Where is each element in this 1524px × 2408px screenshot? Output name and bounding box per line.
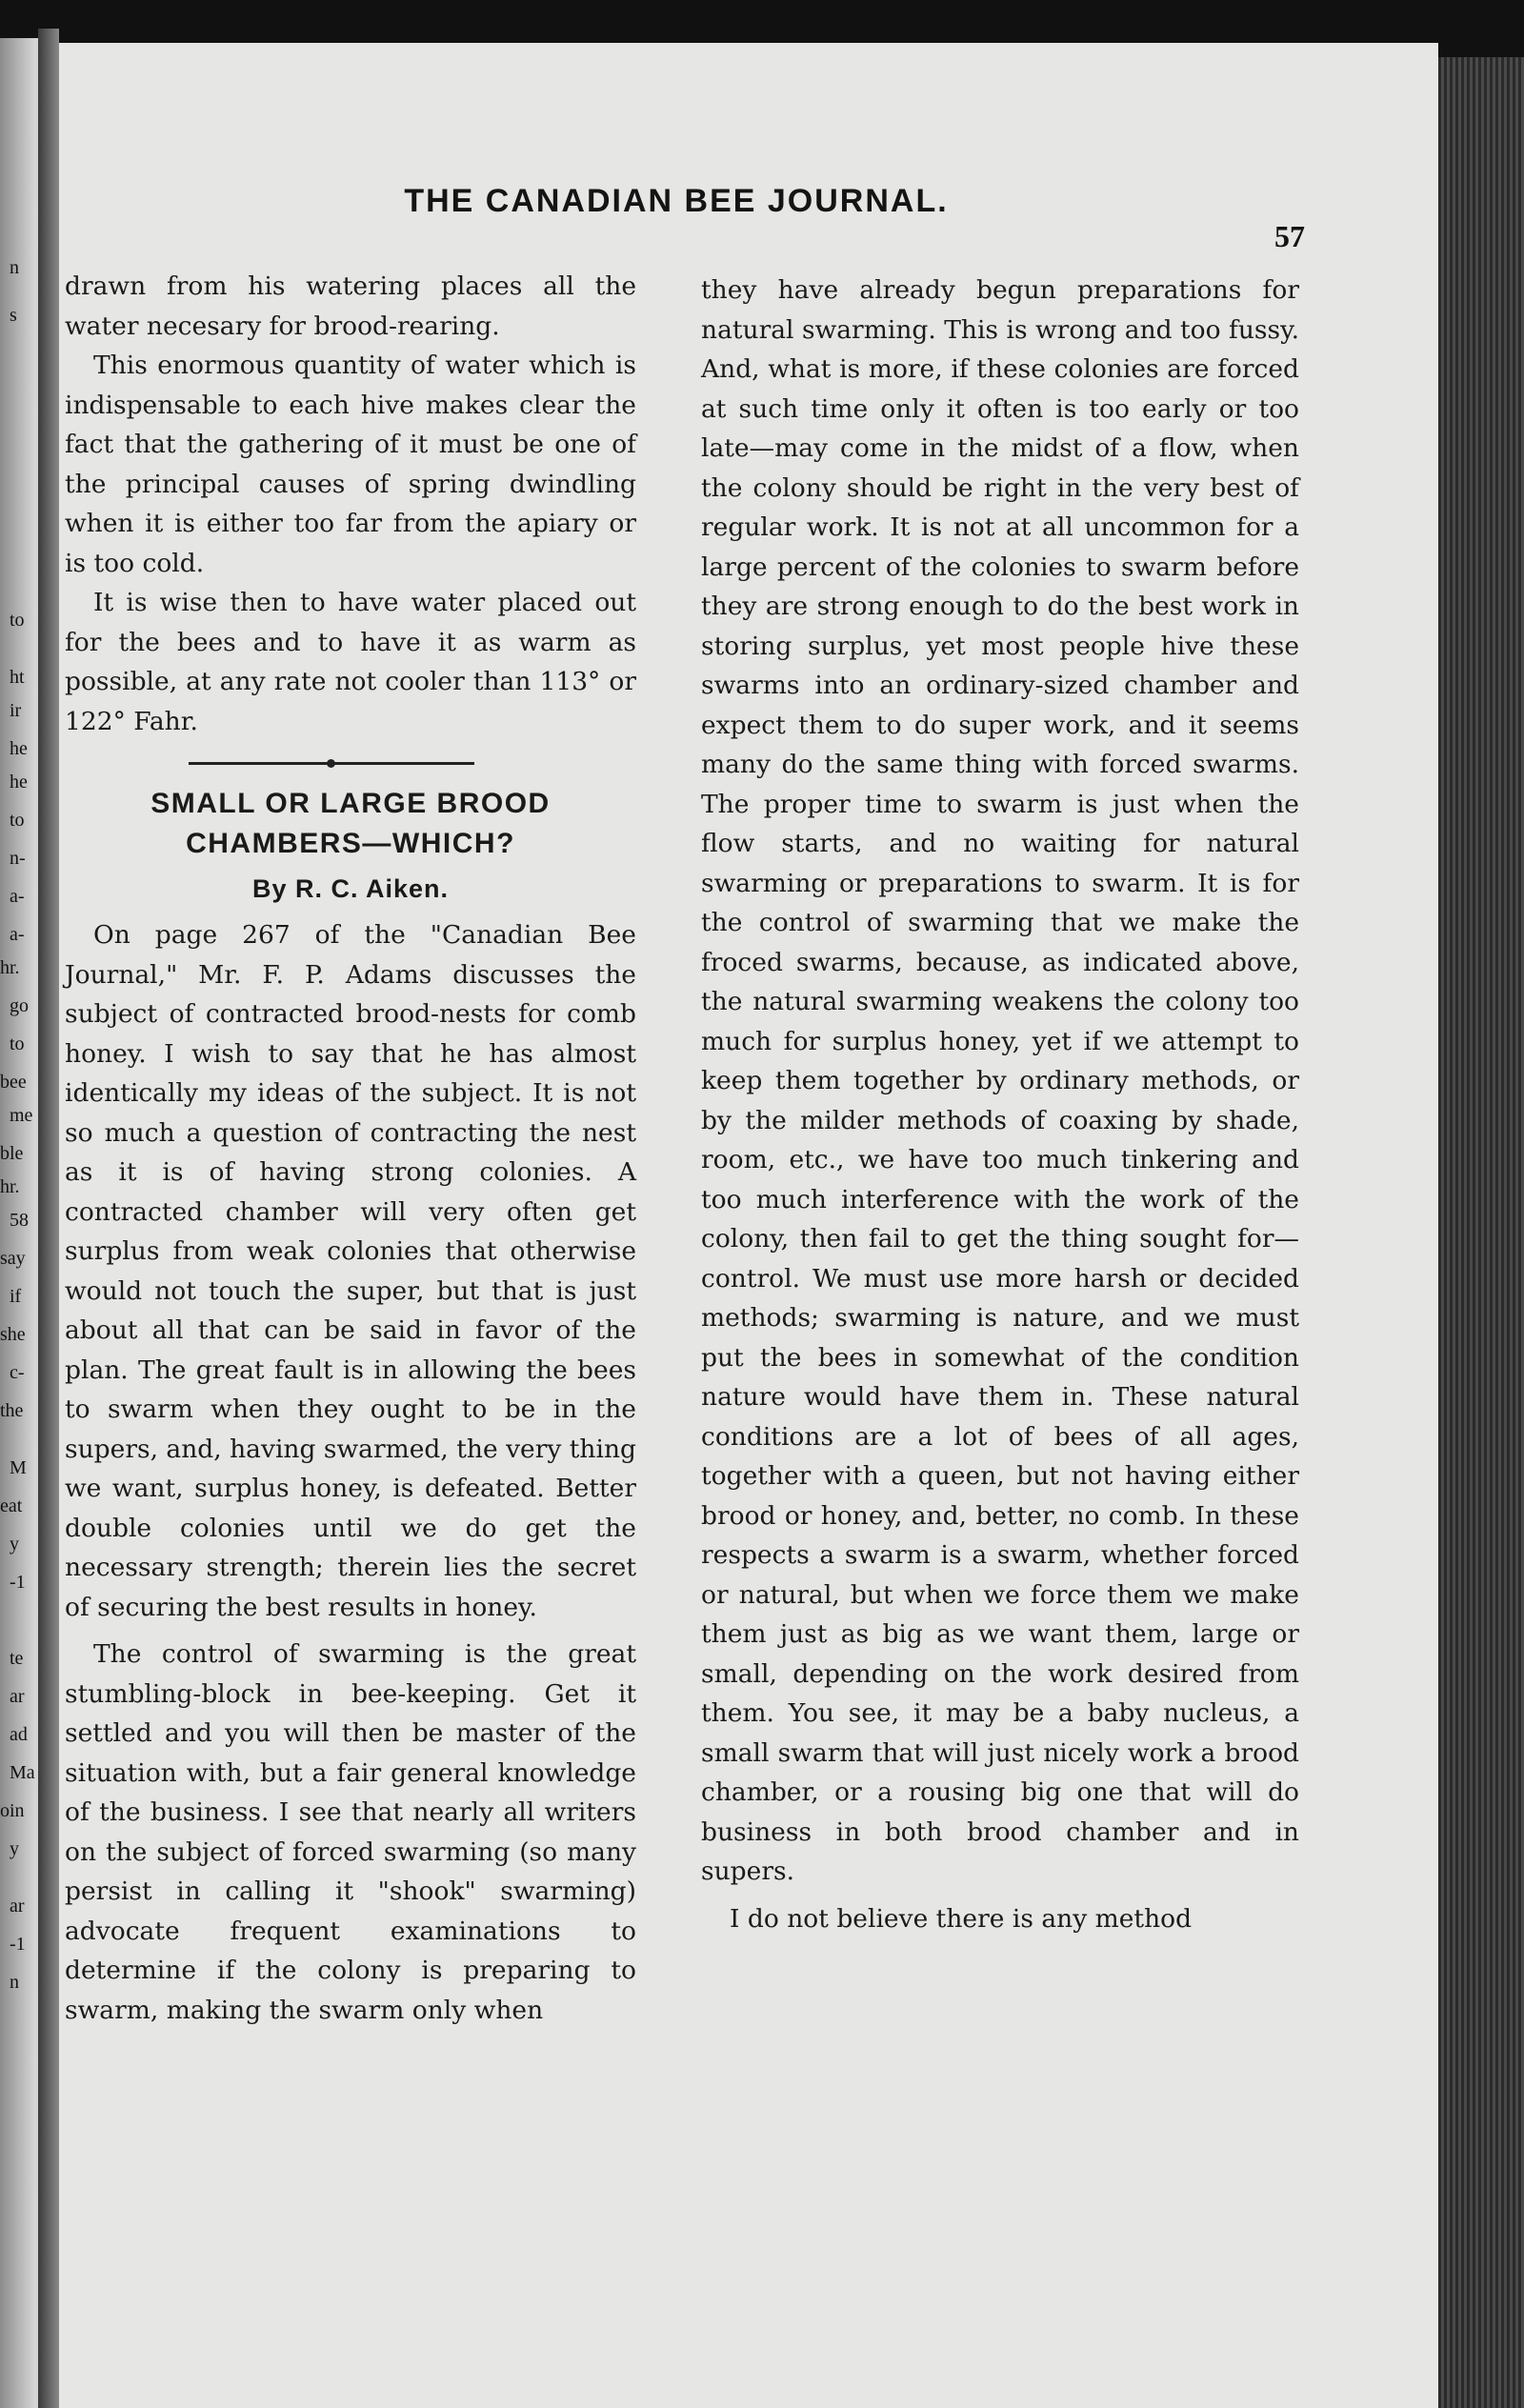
margin-fragment: te bbox=[10, 1648, 24, 1669]
continued-paragraph: drawn from his watering places all the water necesary for brood-rearing. bbox=[65, 271, 636, 341]
margin-fragment: c- bbox=[10, 1362, 25, 1383]
margin-fragment: ht bbox=[10, 667, 25, 688]
margin-fragment: n- bbox=[10, 848, 26, 869]
article-byline: By R. C. Aiken. bbox=[251, 874, 450, 903]
margin-fragment: hr. bbox=[0, 957, 20, 978]
margin-fragment: a- bbox=[10, 886, 25, 907]
margin-fragment: M bbox=[10, 1457, 27, 1478]
left-column bbox=[65, 267, 636, 2030]
page-number: 57 bbox=[1274, 219, 1305, 253]
margin-fragment: ar bbox=[10, 1896, 25, 1916]
margin-fragment: me bbox=[10, 1105, 33, 1126]
page-edge-stack bbox=[1438, 57, 1524, 2408]
margin-fragment: he bbox=[10, 738, 28, 759]
margin-fragment: y bbox=[10, 1534, 19, 1555]
margin-fragment: y bbox=[10, 1838, 19, 1859]
margin-fragment: -1 bbox=[10, 1572, 26, 1593]
control-paragraph: The control of swarming is the great stumbling-block in bee-keeping. Get it settled and you will then be master of the situation with, but a fair general knowledge of the business. I see that nearly all writers on the subject of forced swarming (so many persist in calling it "shook" swarming) advocate frequent examinations to determine if the colony is preparing to swarm, making the swarm only when bbox=[65, 1639, 636, 2025]
margin-fragment: a- bbox=[10, 924, 25, 945]
page-267-paragraph: On page 267 of the "Canadian Bee Journal," Mr. F. P. Adams discusses the subject of contracted brood-nests for comb honey. I wish to say that he has almost identically my ideas of the subject. It is not so much a question of contracting the nest as it is of having strong colonies. A contracted chamber will very often get surplus from weak colonies that otherwise would not touch the super, but that is just about all that can be said in favor of the plan. The great fault is in allowing the bees to swarm when they ought to be in the supers, and, having swarmed, the very thing we want, surplus honey, is defeated. Better double colonies until we do get the necessary strength; therein lies the secret of securing the best results in honey. bbox=[65, 920, 637, 1622]
margin-fragment: s bbox=[10, 305, 17, 326]
margin-fragment: to bbox=[10, 610, 25, 631]
margin-fragment: to bbox=[10, 810, 25, 831]
margin-fragment: if bbox=[10, 1286, 22, 1307]
margin-fragment: say bbox=[0, 1248, 26, 1269]
right-column bbox=[701, 271, 1299, 1938]
margin-fragment: Ma bbox=[10, 1762, 35, 1783]
margin-fragment: oin bbox=[0, 1800, 25, 1821]
margin-fragment: he bbox=[10, 772, 28, 793]
margin-fragment: hr. bbox=[0, 1176, 20, 1197]
wise-paragraph: It is wise then to have water placed out for the bees and to have it as warm as possible, at any rate not cooler than 113° or 122° Fahr. bbox=[65, 588, 636, 736]
margin-fragment: ir bbox=[10, 700, 22, 721]
margin-fragment: bee bbox=[0, 1072, 27, 1093]
water-paragraph: This enormous quantity of water which is indispensable to each hive makes clear the fact that the gathering of it must be one of the principal causes of spring dwindling when it is either too far from the apiary or is too cold. bbox=[65, 351, 636, 578]
margin-fragment: -1 bbox=[10, 1934, 26, 1955]
continued-paragraph-right: they have already begun preparations for natural swarming. This is wrong and too fussy. And, what is more, if these colonies are forced at such time only it often is too early or too late—may come in the midst of a flow, when the colony should be right in the very best of regular work. It is not at all uncommon for a large percent of the colonies to swarm before they are strong enough to do the best work in storing surplus, yet most people hive these swarms into an ordinary-sized chamber and expect them to do super work, and it seems many do the same thing with forced swarms. The proper time to swarm is just when the flow starts, and no waiting for natural swarming or preparations to swarm. It is for the control of swarming that we make the froced swarms, because, as indicated above, the natural swarming weakens the colony too much for surplus honey, yet if we attempt to keep them together by ordinary methods, or by the milder methods of coaxing by shade, room, etc., we have too much tinkering and too much interference with the work of the colony, then fail to get the thing sought for—control. We must use more harsh or decided methods; swarming is nature, and we must put the bees in somewhat of the condition nature would have them in. These natural conditions are a lot of bees of all ages, together with a queen, but not having either brood or honey, and, better, no comb. In these respects a swarm is a swarm, whether forced or natural, but when we force them we make them just as big as we want them, large or small, depending on the work desired from them. You see, it may be a baby nucleus, a small swarm that will just nicely work a brood chamber, or a rousing big one that will do business in both brood chamber and in supers. bbox=[701, 275, 1299, 1886]
margin-fragment: go bbox=[10, 995, 29, 1016]
margin-fragment: ble bbox=[0, 1143, 24, 1164]
margin-fragment: ad bbox=[10, 1724, 28, 1745]
book-gutter bbox=[38, 29, 59, 2408]
article-title: SMALL OR LARGE BROOD CHAMBERS—WHICH? bbox=[150, 788, 551, 859]
margin-fragment: she bbox=[0, 1324, 26, 1345]
margin-fragment: to bbox=[10, 1033, 25, 1054]
final-paragraph: I do not believe there is any method bbox=[730, 1903, 1193, 1934]
margin-fragment: n bbox=[10, 1972, 19, 1993]
journal-running-title: THE CANADIAN BEE JOURNAL. bbox=[404, 183, 949, 219]
margin-fragment: n bbox=[10, 257, 19, 278]
margin-fragment: eat bbox=[0, 1495, 23, 1516]
section-divider bbox=[189, 762, 474, 765]
margin-fragment: the bbox=[0, 1400, 24, 1421]
margin-fragment: 58 bbox=[10, 1210, 29, 1231]
margin-fragment: ar bbox=[10, 1686, 25, 1707]
